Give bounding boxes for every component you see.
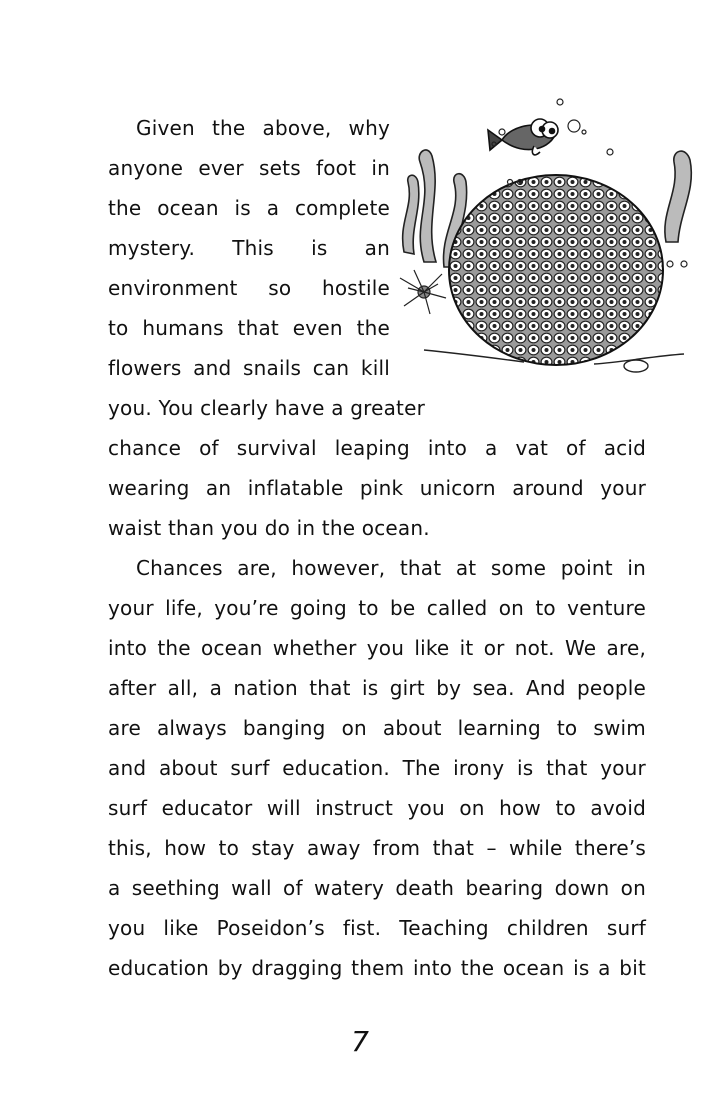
text-line: the ocean is a complete bbox=[108, 196, 390, 220]
text-block-beside-illustration bbox=[108, 108, 426, 428]
text-line: Chances are, however, that at some point in bbox=[136, 556, 646, 580]
coral-ball-icon bbox=[444, 172, 674, 372]
text-line: flowers and snails can kill bbox=[108, 356, 390, 380]
text-line: anyone ever sets foot in bbox=[108, 156, 390, 180]
fish-icon bbox=[488, 119, 558, 155]
text-line: Given the above, why bbox=[136, 116, 390, 140]
text-line: after all, a nation that is girt by sea. And people bbox=[108, 676, 646, 700]
text-line: this, how to stay away from that – while there’s bbox=[108, 836, 646, 860]
page-number: 7 bbox=[351, 1025, 369, 1058]
text-line: and about surf education. The irony is that your bbox=[108, 756, 646, 780]
seaweed-right-icon bbox=[665, 151, 691, 242]
text-line: your life, you’re going to be called on to venture bbox=[108, 596, 646, 620]
text-block-full-width bbox=[108, 428, 646, 988]
sea-urchin-icon bbox=[400, 270, 446, 314]
text-line: environment so hostile bbox=[108, 276, 390, 300]
text-line: waist than you do in the ocean. bbox=[108, 516, 430, 540]
text-line: surf educator will instruct you on how to avoid bbox=[108, 796, 646, 820]
text-line: to humans that even the bbox=[108, 316, 390, 340]
text-line: education by dragging them into the ocean is a bit bbox=[108, 956, 646, 980]
text-line: mystery. This is an bbox=[108, 236, 390, 260]
text-line: you like Poseidon’s fist. Teaching children surf bbox=[108, 916, 646, 940]
text-line: you. You clearly have a greater bbox=[108, 396, 426, 420]
text-line: are always banging on about learning to swim bbox=[108, 716, 646, 740]
text-line: chance of survival leaping into a vat of acid bbox=[108, 436, 646, 460]
text-line: a seething wall of watery death bearing down on bbox=[108, 876, 646, 900]
text-line: wearing an inflatable pink unicorn around your bbox=[108, 476, 646, 500]
text-line: into the ocean whether you like it or not. We are, bbox=[108, 636, 646, 660]
coral-fish-illustration bbox=[384, 92, 704, 392]
